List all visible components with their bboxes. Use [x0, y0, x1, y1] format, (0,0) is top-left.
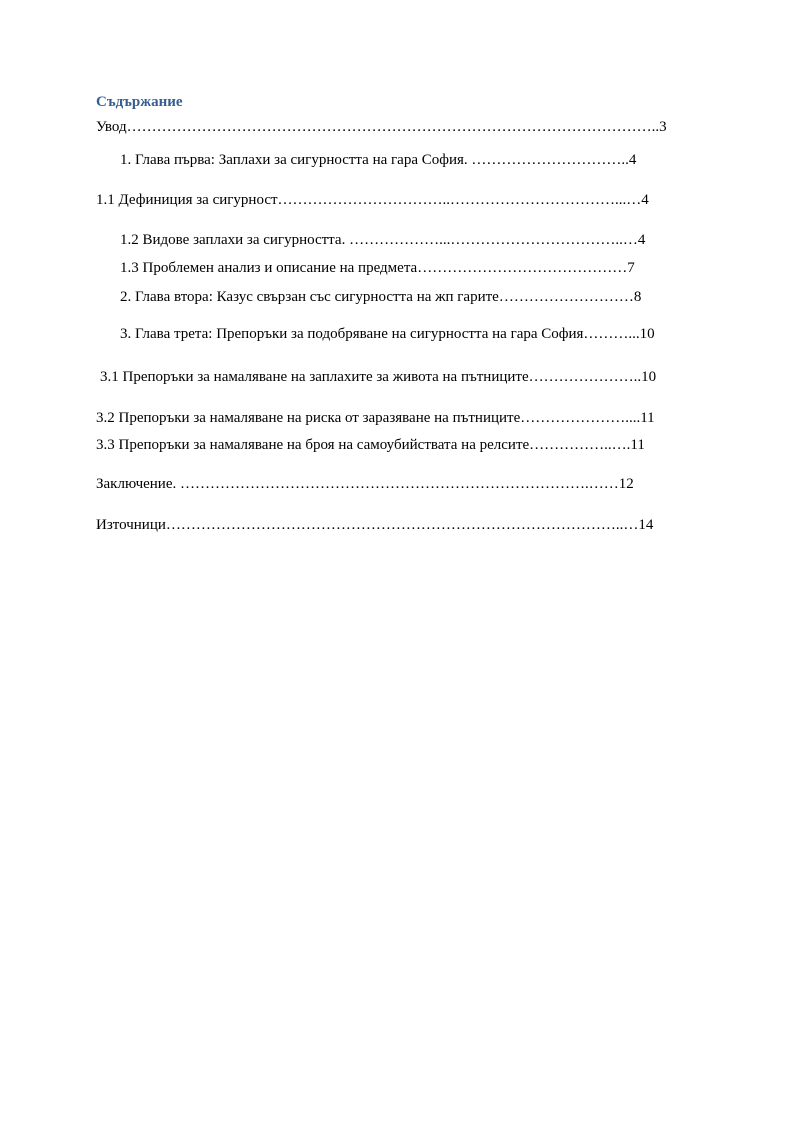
toc-entry-conclusion: Заключение. ……………………………………………………………………….……12 — [96, 476, 634, 492]
toc-entry-3-2: 3.2 Препоръки за намаляване на риска от заразяване на пътниците…………………....11 — [96, 410, 655, 426]
toc-entry-3-1: 3.1 Препоръки за намаляване на заплахите за живота на пътниците…………………..10 — [100, 369, 657, 385]
toc-title: Съдържание — [96, 94, 183, 110]
toc-entry-1-3: 1.3 Проблемен анализ и описание на предмета……………………………………7 — [120, 260, 635, 276]
toc-entry-1-2: 1.2 Видове заплахи за сигурността. ………………...……………………………..…4 — [120, 232, 646, 248]
toc-entry-introduction: Увод……………………………………………………………………………………………..3 — [96, 119, 667, 135]
toc-entry-chapter-2: 2. Глава втора: Казус свързан със сигурността на жп гарите………………………8 — [120, 289, 642, 305]
toc-entry-1-1: 1.1 Дефиниция за сигурност……………………………..……………………………...…4 — [96, 192, 649, 208]
toc-entry-chapter-1: 1. Глава първа: Заплахи за сигурността на гара София. …………………………..4 — [120, 152, 637, 168]
toc-entry-3-3: 3.3 Препоръки за намаляване на броя на самоубийствата на релсите……………..….11 — [96, 437, 645, 453]
toc-entry-chapter-3: 3. Глава трета: Препоръки за подобряване на сигурността на гара София………...10 — [120, 326, 655, 342]
toc-entry-sources: Източници………………………………………………………………………………..…14 — [96, 517, 654, 533]
